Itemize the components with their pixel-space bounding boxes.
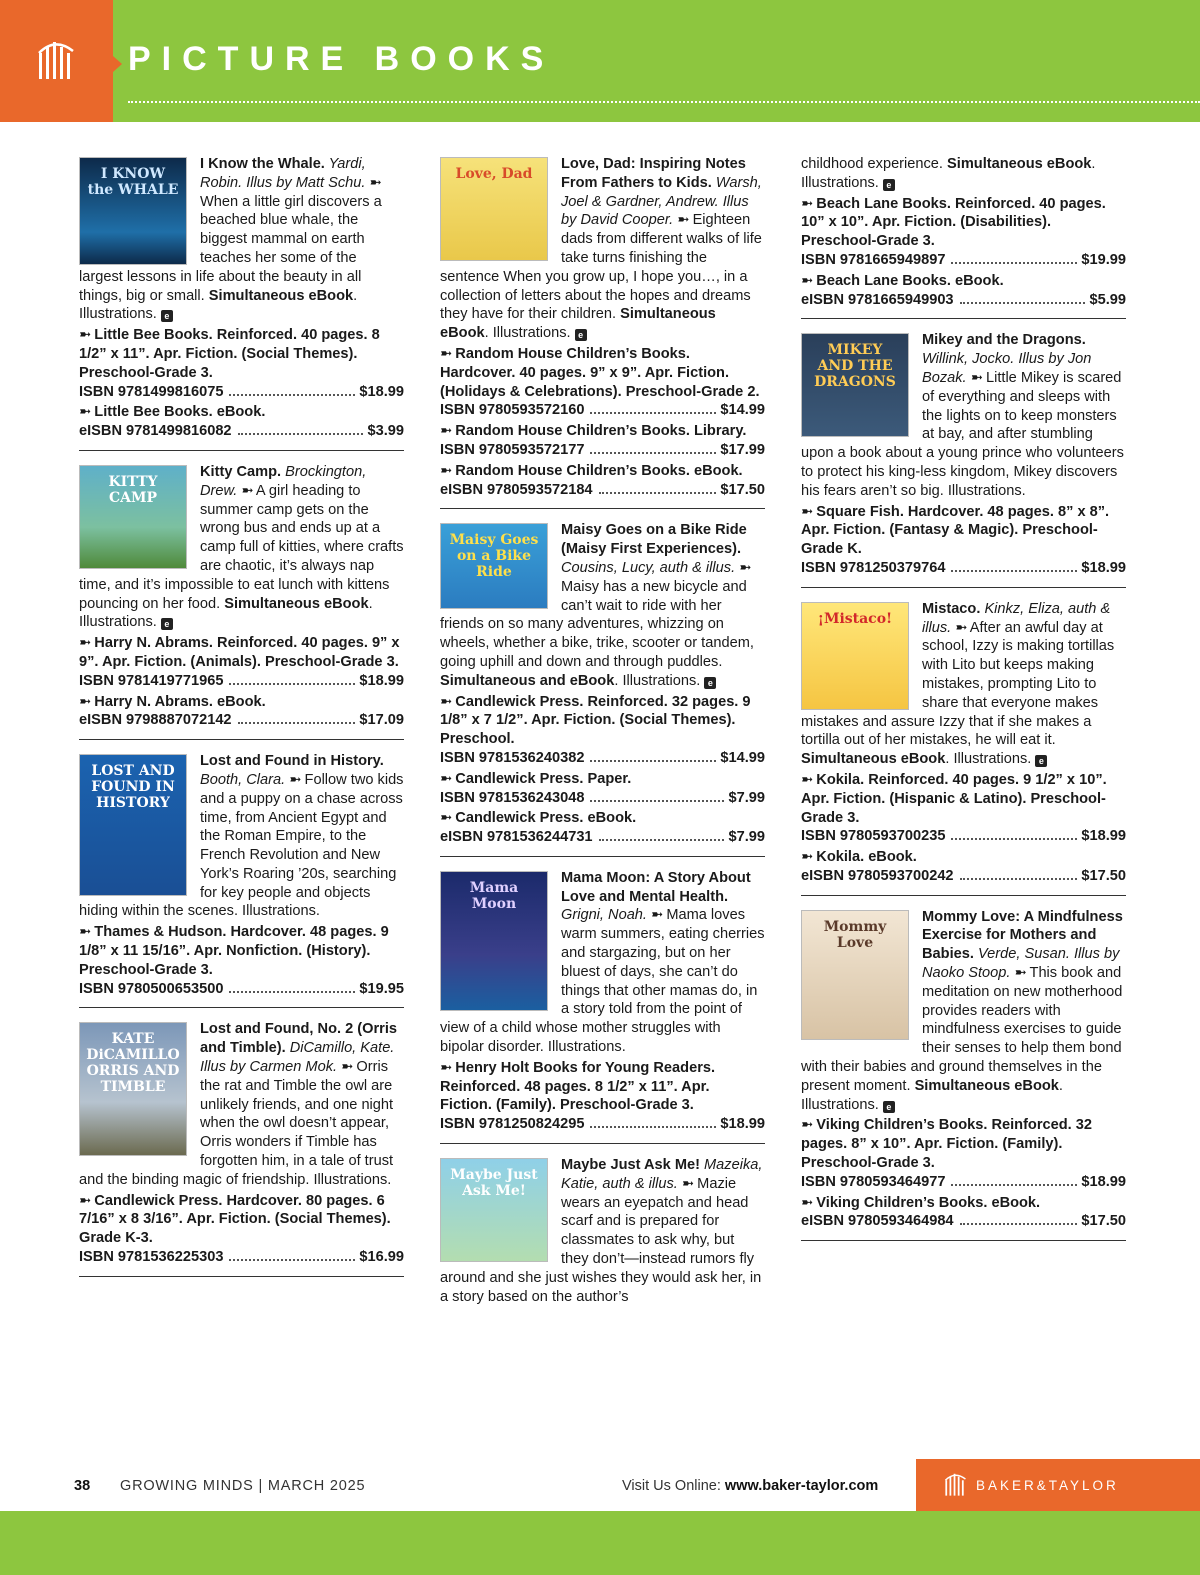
isbn-price-line [440,441,765,460]
price: $18.99 [359,672,404,689]
price: $17.50 [720,481,765,498]
cover-title: ¡Mistaco! [817,610,893,627]
book-byline: Cousins, Lucy, auth & illus. [561,559,736,576]
ebook-note: Simultaneous eBook [440,306,716,342]
book-summary: Orris the rat and Timble the owl are unlikely friends, and one night when the owl doesn’t appear, Orris wonders if Timble has forgotten him, in a tale of trust and the binding magic of friendship. Illustrations. [79,1059,394,1188]
bt-logo-icon [944,1472,968,1498]
isbn-price-line [801,251,1126,270]
book-byline: DiCamillo, Kate. Illus by Carmen Mok. [200,1040,395,1076]
book-entry [440,1156,765,1315]
dot-leader [599,492,717,494]
price: $3.99 [367,423,404,440]
isbn-price-line [440,481,765,500]
book-entry [801,908,1126,1242]
arrow-icon: ➼ [955,619,967,636]
isbn: ISBN 9781536240382 [440,749,585,766]
page-header [0,0,1200,122]
ebook-icon: e [883,1101,895,1113]
price: $17.50 [1081,1213,1126,1230]
book-summary: A girl heading to summer camp gets on the wrong bus and ends up at a camp full of kitties, where crafts are chaotic, it’s always nap time, and it’s impossible to eat lunch with kittens pouncing on her food. [79,482,404,612]
isbn: ISBN 9780593464977 [801,1173,946,1190]
book-description: Love, Dad: Inspiring Notes From Fathers to Kids. Warsh, Joel & Gardner, Andrew. Illus by David Cooper. ➼ Eighteen dads from different walks of life take turns finishing the sentence When you grow up, I hope you…, in a collection of letters about the hopes and dreams they have for their children. Simultaneous eBook. Illustrations. e [440,156,762,342]
publisher-line: ➼ Candlewick Press. eBook. [440,810,637,827]
isbn: ISBN 9781665949897 [801,251,946,268]
isbn: ISBN 9780593700235 [801,828,946,845]
price: $17.99 [720,441,765,458]
book-title: Love, Dad: Inspiring Notes From Fathers to Kids. [561,156,746,191]
column-1 [79,155,404,1289]
dot-leader [229,394,355,396]
dot-leader [229,1259,355,1261]
arrow-icon: ➼ [440,462,452,479]
arrow-icon: ➼ [79,404,91,421]
arrow-icon: ➼ [79,693,91,710]
column-3 [801,155,1126,1253]
isbn-price-line [440,401,765,420]
book-summary: Follow two kids and a puppy on a chase across time, from Ancient Egypt and the Roman Empire, to the French Revolution and New York’s Roaring ’20s, searching for key people and objects hiding within the scenes. Illustrations. [79,771,404,920]
ebook-note: Simultaneous eBook [208,287,354,304]
arrow-icon: ➼ [1014,965,1026,982]
cover-title: Maisy Goes on a Bike Ride [449,532,539,581]
dot-leader [238,722,356,724]
arrow-icon: ➼ [801,195,813,212]
arrow-icon: ➼ [677,212,689,229]
book-byline: Willink, Jocko. Illus by Jon Bozak. [922,351,1092,386]
isbn-price-line [440,1115,765,1134]
isbn: eISBN 9780593572184 [440,481,593,498]
dot-leader [951,1184,1077,1186]
isbn: ISBN 9781536225303 [79,1249,224,1266]
arrow-icon: ➼ [440,770,452,787]
ebook-note: Simultaneous eBook [801,751,946,768]
arrow-icon: ➼ [739,559,751,576]
ebook-icon: e [575,329,587,341]
price: $18.99 [1081,559,1126,576]
book-description: I Know the Whale. Yardi, Robin. Illus by Matt Schu. ➼ When a little girl discovers a beached blue whale, the biggest mammal on earth teaches her some of the largest lessons in life about the beauty in all things, big or small. Simultaneous eBook. Illustrations. e [79,156,382,323]
price: $5.99 [1089,291,1126,308]
book-summary: When a little girl discovers a beached blue whale, the biggest mammal on earth teaches her some of the largest lessons in life about the beauty in all things, big or small. [79,193,382,304]
cover-title: KATE DiCAMILLO ORRIS AND TIMBLE [86,1031,180,1096]
book-title: Lost and Found, No. 2 (Orris and Timble). [200,1021,398,1057]
publisher-line: ➼ Harry N. Abrams. Reinforced. 40 pages. 9” x 9”. Apr. Fiction. (Animals). Preschool-Grade 3. [79,635,400,670]
book-summary: Eighteen dads from different walks of life take turns finishing the sentence When you grow up, I hope you…, in a collection of letters about the hopes and dreams they have for their children. [440,212,762,323]
arrow-icon: ➼ [440,1059,452,1076]
price: $14.99 [720,402,765,419]
cover-title: Mama Moon [469,879,519,912]
dot-leader [590,412,716,414]
price: $19.99 [1081,251,1126,268]
book-summary: Mazie wears an eyepatch and head scarf and is prepared for classmates to ask why, but they don’t—instead rumors fly around and she just wishes they would ask her, in a story based on the author’s [440,1175,762,1305]
arrow-icon: ➼ [801,272,813,289]
book-byline: Brockington, Drew. [200,463,367,499]
publisher-line: ➼ Harry N. Abrams. eBook. [79,693,266,710]
price: $16.99 [359,1249,404,1266]
publisher-line: ➼ Beach Lane Books. Reinforced. 40 pages. 10” x 10”. Apr. Fiction. (Disabilities). Preschool-Grade 3. [801,195,1106,250]
isbn: eISBN 9781536244731 [440,829,593,846]
arrow-icon: ➼ [79,327,91,344]
isbn-price-line [801,867,1126,886]
arrow-icon: ➼ [79,924,91,941]
dot-leader [229,683,355,685]
cover-title: I KNOW the WHALE [87,166,179,198]
arrow-icon: ➼ [440,810,452,827]
isbn-price-line [440,789,765,808]
book-summary: This book and meditation on new motherhood provides readers with mindfulness exercises to guide their senses to help them bond with their babies and ground themselves in the present moment. [801,965,1123,1094]
book-entry-continued [801,155,1126,319]
publisher-line: ➼ Thames & Hudson. Hardcover. 48 pages. 9 1/8” x 11 15/16”. Apr. Nonfiction. (History). Preschool-Grade 3. [79,924,389,978]
book-entry [440,155,765,509]
cover-title: MIKEY AND THE DRAGONS [814,342,896,391]
price: $7.99 [728,789,765,806]
dot-leader [590,760,716,762]
book-title: Mikey and the Dragons. [922,332,1086,349]
isbn-price-line [79,711,404,730]
book-entry [79,752,404,1008]
arrow-icon: ➼ [651,907,663,924]
book-cover-image [440,523,548,609]
book-entry [801,331,1126,587]
baker-taylor-logo [0,0,113,122]
book-byline: Mazeika, Katie, auth & illus. [561,1157,763,1192]
publisher-line: ➼ Square Fish. Hardcover. 48 pages. 8” x 8”. Apr. Fiction. (Fantasy & Magic). Preschool-Grade K. [801,503,1110,558]
publisher-line: ➼ Random House Children’s Books. Library. [440,423,747,440]
isbn: ISBN 9781419771965 [79,672,224,689]
footer-brand-box [916,1459,1200,1511]
arrow-icon: ➼ [369,174,381,191]
publisher-line: ➼ Candlewick Press. Reinforced. 32 pages. 9 1/8” x 7 1/2”. Apr. Fiction. (Social Themes). Preschool. [440,693,751,748]
book-entry [440,869,765,1144]
publisher-line: ➼ Kokila. eBook. [801,849,917,866]
book-byline: Warsh, Joel & Gardner, Andrew. Illus by David Cooper. [561,174,762,229]
book-description: Mistaco. Kinkz, Eliza, auth & illus. ➼ After an awful day at school, Izzy is making tortillas with Lito but keeps making mistakes, prompting Lito to share that everyone makes mistakes and assure Izzy that if she makes a tortilla out of her mistakes, he will eat it. Simultaneous eBook. Illustrations. e [801,600,1115,768]
publisher-line: ➼ Random House Children’s Books. eBook. [440,462,743,479]
dot-leader [960,1223,1078,1225]
price: $18.99 [1081,1173,1126,1190]
isbn: ISBN 9781250379764 [801,559,946,576]
book-cover-image [79,754,187,896]
dot-leader [238,433,364,435]
dot-leader [951,838,1077,840]
book-summary: Little Mikey is scared of everything and sleeps with the lights on to keep monsters at bay, and after stumbling upon a book about a young prince who volunteers to protect his king-less kingdom, Mikey discovers his fears aren’t so big. Illustrations. [801,369,1124,499]
cover-title: Maybe Just Ask Me! [450,1167,538,1200]
book-cover-image [440,157,548,261]
ebook-icon: e [161,310,173,322]
book-cover-image [79,157,187,265]
book-entry [801,600,1126,896]
book-entry [79,1020,404,1276]
book-title: I Know the Whale. [200,156,325,172]
isbn-price-line [79,383,404,402]
publisher-line: ➼ Beach Lane Books. eBook. [801,272,1004,289]
isbn: ISBN 9780593572160 [440,402,585,419]
book-entry [440,521,765,857]
footer-band [0,1511,1200,1575]
publisher-line: ➼ Candlewick Press. Paper. [440,770,632,787]
price: $19.95 [359,980,404,997]
book-cover-image [801,602,909,710]
arrow-icon: ➼ [79,1192,91,1209]
cover-title: LOST AND FOUND IN HISTORY [91,763,175,812]
arrow-icon: ➼ [440,423,452,440]
publisher-line: ➼ Little Bee Books. Reinforced. 40 pages. 8 1/2” x 11”. Apr. Fiction. (Social Themes). Preschool-Grade 3. [79,327,380,381]
brand-name: BAKER&TAYLOR [976,1477,1119,1493]
book-byline: Verde, Susan. Illus by Naoko Stoop. [922,946,1120,982]
isbn: eISBN 9781499816082 [79,423,232,440]
book-description: Mommy Love: A Mindfulness Exercise for Mothers and Babies. Verde, Susan. Illus by Naoko Stoop. ➼ This book and meditation on new motherhood provides readers with mindfulness exercises to guide their senses to help them bond with their babies and ground themselves in the present moment. Simultaneous eBook. Illustrations. e [801,908,1123,1113]
publisher-line: ➼ Random House Children’s Books. Hardcover. 40 pages. 9” x 9”. Apr. Fiction. (Holidays & Celebrations). Preschool-Grade 2. [440,345,760,400]
arrow-icon: ➼ [801,503,813,520]
isbn-price-line [801,827,1126,846]
page-number: 38 [74,1478,91,1494]
website-link[interactable]: www.baker-taylor.com [724,1478,879,1494]
arrow-icon: ➼ [801,1117,813,1134]
publisher-line: ➼ Candlewick Press. Hardcover. 80 pages. 6 7/16” x 8 3/16”. Apr. Fiction. (Social Themes). Grade K-3. [79,1192,391,1247]
book-cover-image [801,910,909,1040]
dot-leader [229,991,355,993]
header-dotted-rule [128,101,1200,103]
isbn-price-line [801,1173,1126,1192]
dot-leader [960,302,1086,304]
isbn: ISBN 9780593572177 [440,441,585,458]
dot-leader [590,1126,716,1128]
isbn: eISBN 9781665949903 [801,291,954,308]
book-title: Lost and Found in History. [200,753,384,770]
book-title: Mommy Love: A Mindfulness Exercise for Mothers and Babies. [922,908,1123,963]
publisher-line: ➼ Viking Children’s Books. eBook. [801,1194,1041,1211]
bt-logo-icon [37,39,77,83]
column-2 [440,155,765,1327]
book-summary: Maisy has a new bicycle and can’t wait to ride with her friends on so many adventures, whizzing on wheels, whether a bike, trike, scooter or tandem, going uphill and down and through puddles. [440,578,754,670]
cover-title: Love, Dad [455,166,533,182]
isbn-price-line [79,1248,404,1267]
arrow-icon: ➼ [801,849,813,866]
isbn-price-line [79,422,404,441]
book-cover-image [440,1158,548,1262]
book-byline: Kinkz, Eliza, auth & illus. [922,600,1111,636]
publisher-line: ➼ Kokila. Reinforced. 40 pages. 9 1/2” x 10”. Apr. Fiction. (Hispanic & Latino). Preschool-Grade 3. [801,771,1107,826]
isbn-price-line [79,672,404,691]
publisher-line: ➼ Viking Children’s Books. Reinforced. 32 pages. 8” x 10”. Apr. Fiction. (Family). Preschool-Grade 3. [801,1117,1093,1172]
ebook-icon: e [704,677,716,689]
ebook-note: Simultaneous eBook [914,1077,1059,1094]
book-cover-image [801,333,909,437]
book-byline: Grigni, Noah. [561,907,647,924]
arrow-icon: ➼ [341,1059,353,1076]
visit-online: Visit Us Online: www.baker-taylor.com [622,1478,879,1494]
arrow-icon: ➼ [440,345,452,362]
book-title: Mistaco. [922,600,981,617]
book-cover-image [440,871,548,1011]
arrow-icon: ➼ [289,771,301,788]
publisher-line: ➼ Little Bee Books. eBook. [79,404,266,421]
ebook-icon: e [883,179,895,191]
price: $14.99 [720,749,765,766]
ebook-note: Simultaneous and eBook [440,672,615,689]
isbn-price-line [440,828,765,847]
dot-leader [951,570,1077,572]
price: $17.09 [359,712,404,729]
arrow-icon: ➼ [970,369,982,386]
arrow-icon: ➼ [801,771,813,788]
price: $7.99 [728,829,765,846]
price: $18.99 [359,383,404,400]
isbn: ISBN 9781250824295 [440,1116,585,1133]
cover-title: Mommy Love [823,918,887,951]
isbn: ISBN 9781536243048 [440,789,585,806]
book-title: Mama Moon: A Story About Love and Mental Health. [561,869,751,905]
isbn-price-line [440,749,765,768]
ebook-note: Simultaneous eBook [224,595,369,612]
isbn: eISBN 9780593700242 [801,867,954,884]
book-cover-image [79,465,187,569]
book-title: Maybe Just Ask Me! [561,1157,700,1174]
isbn: eISBN 9798887072142 [79,712,232,729]
publisher-line: ➼ Henry Holt Books for Young Readers. Reinforced. 48 pages. 8 1/2” x 11”. Apr. Fiction. (Family). Preschool-Grade 3. [440,1059,716,1114]
book-byline: Booth, Clara. [200,771,286,788]
book-description: childhood experience. Simultaneous eBook. Illustrations. e [801,156,1096,191]
header-arrow [113,56,122,72]
price: $18.99 [720,1116,765,1133]
book-entry [79,155,404,451]
arrow-icon: ➼ [681,1175,694,1192]
dot-leader [590,452,716,454]
ebook-icon: e [161,618,173,630]
isbn: eISBN 9780593464984 [801,1213,954,1230]
book-entry [79,463,404,740]
isbn-price-line [79,980,404,999]
ebook-icon: e [1035,755,1047,767]
book-summary: Mama loves warm summers, eating cherries and stargazing, but on her bluest of days, she can’t do things that other mamas do, in a story told from the point of view of a child whose mother struggles with bipolar disorder. Illustrations. [440,907,765,1056]
isbn-price-line [801,1212,1126,1231]
dot-leader [599,839,725,841]
dot-leader [960,878,1078,880]
price: $17.50 [1081,867,1126,884]
book-byline: Yardi, Robin. Illus by Matt Schu. [200,156,366,191]
cover-title: KITTY CAMP [108,473,158,506]
isbn-price-line [801,291,1126,310]
book-description: Maisy Goes on a Bike Ride (Maisy First Experiences). Cousins, Lucy, auth & illus. ➼ Maisy has a new bicycle and can’t wait to ride with her friends on so many adventures, whizzing on wheels, whether a bike, trike, scooter or tandem, going uphill and down and through puddles. Simultaneous and eBook. Illustrations. e [440,522,754,689]
book-cover-image [79,1022,187,1156]
dot-leader [590,800,724,802]
isbn-price-line [801,559,1126,578]
arrow-icon: ➼ [440,693,452,710]
book-title: Maisy Goes on a Bike Ride (Maisy First Experiences). [561,522,747,558]
book-title: Kitty Camp. [200,463,282,480]
dot-leader [951,262,1077,264]
section-title: PICTURE BOOKS [128,40,555,78]
arrow-icon: ➼ [79,635,91,652]
magazine-issue: GROWING MINDS | MARCH 2025 [120,1478,366,1494]
isbn: ISBN 9780500653500 [79,980,224,997]
isbn: ISBN 9781499816075 [79,383,224,400]
book-summary: After an awful day at school, Izzy is making tortillas with Lito but keeps making mistakes, prompting Lito to share that everyone makes mistakes and assure Izzy that if she makes a tortilla out of her mistakes, he will eat it. [801,619,1115,749]
arrow-icon: ➼ [801,1194,813,1211]
book-description: Kitty Camp. Brockington, Drew. ➼ A girl heading to summer camp gets on the wrong bus and ends up at a camp full of kitties, where crafts are chaotic, it’s always nap time, and it’s impossible to eat lunch with kittens pouncing on her food. Simultaneous eBook. Illustrations. e [79,463,404,631]
arrow-icon: ➼ [241,482,253,499]
price: $18.99 [1081,828,1126,845]
